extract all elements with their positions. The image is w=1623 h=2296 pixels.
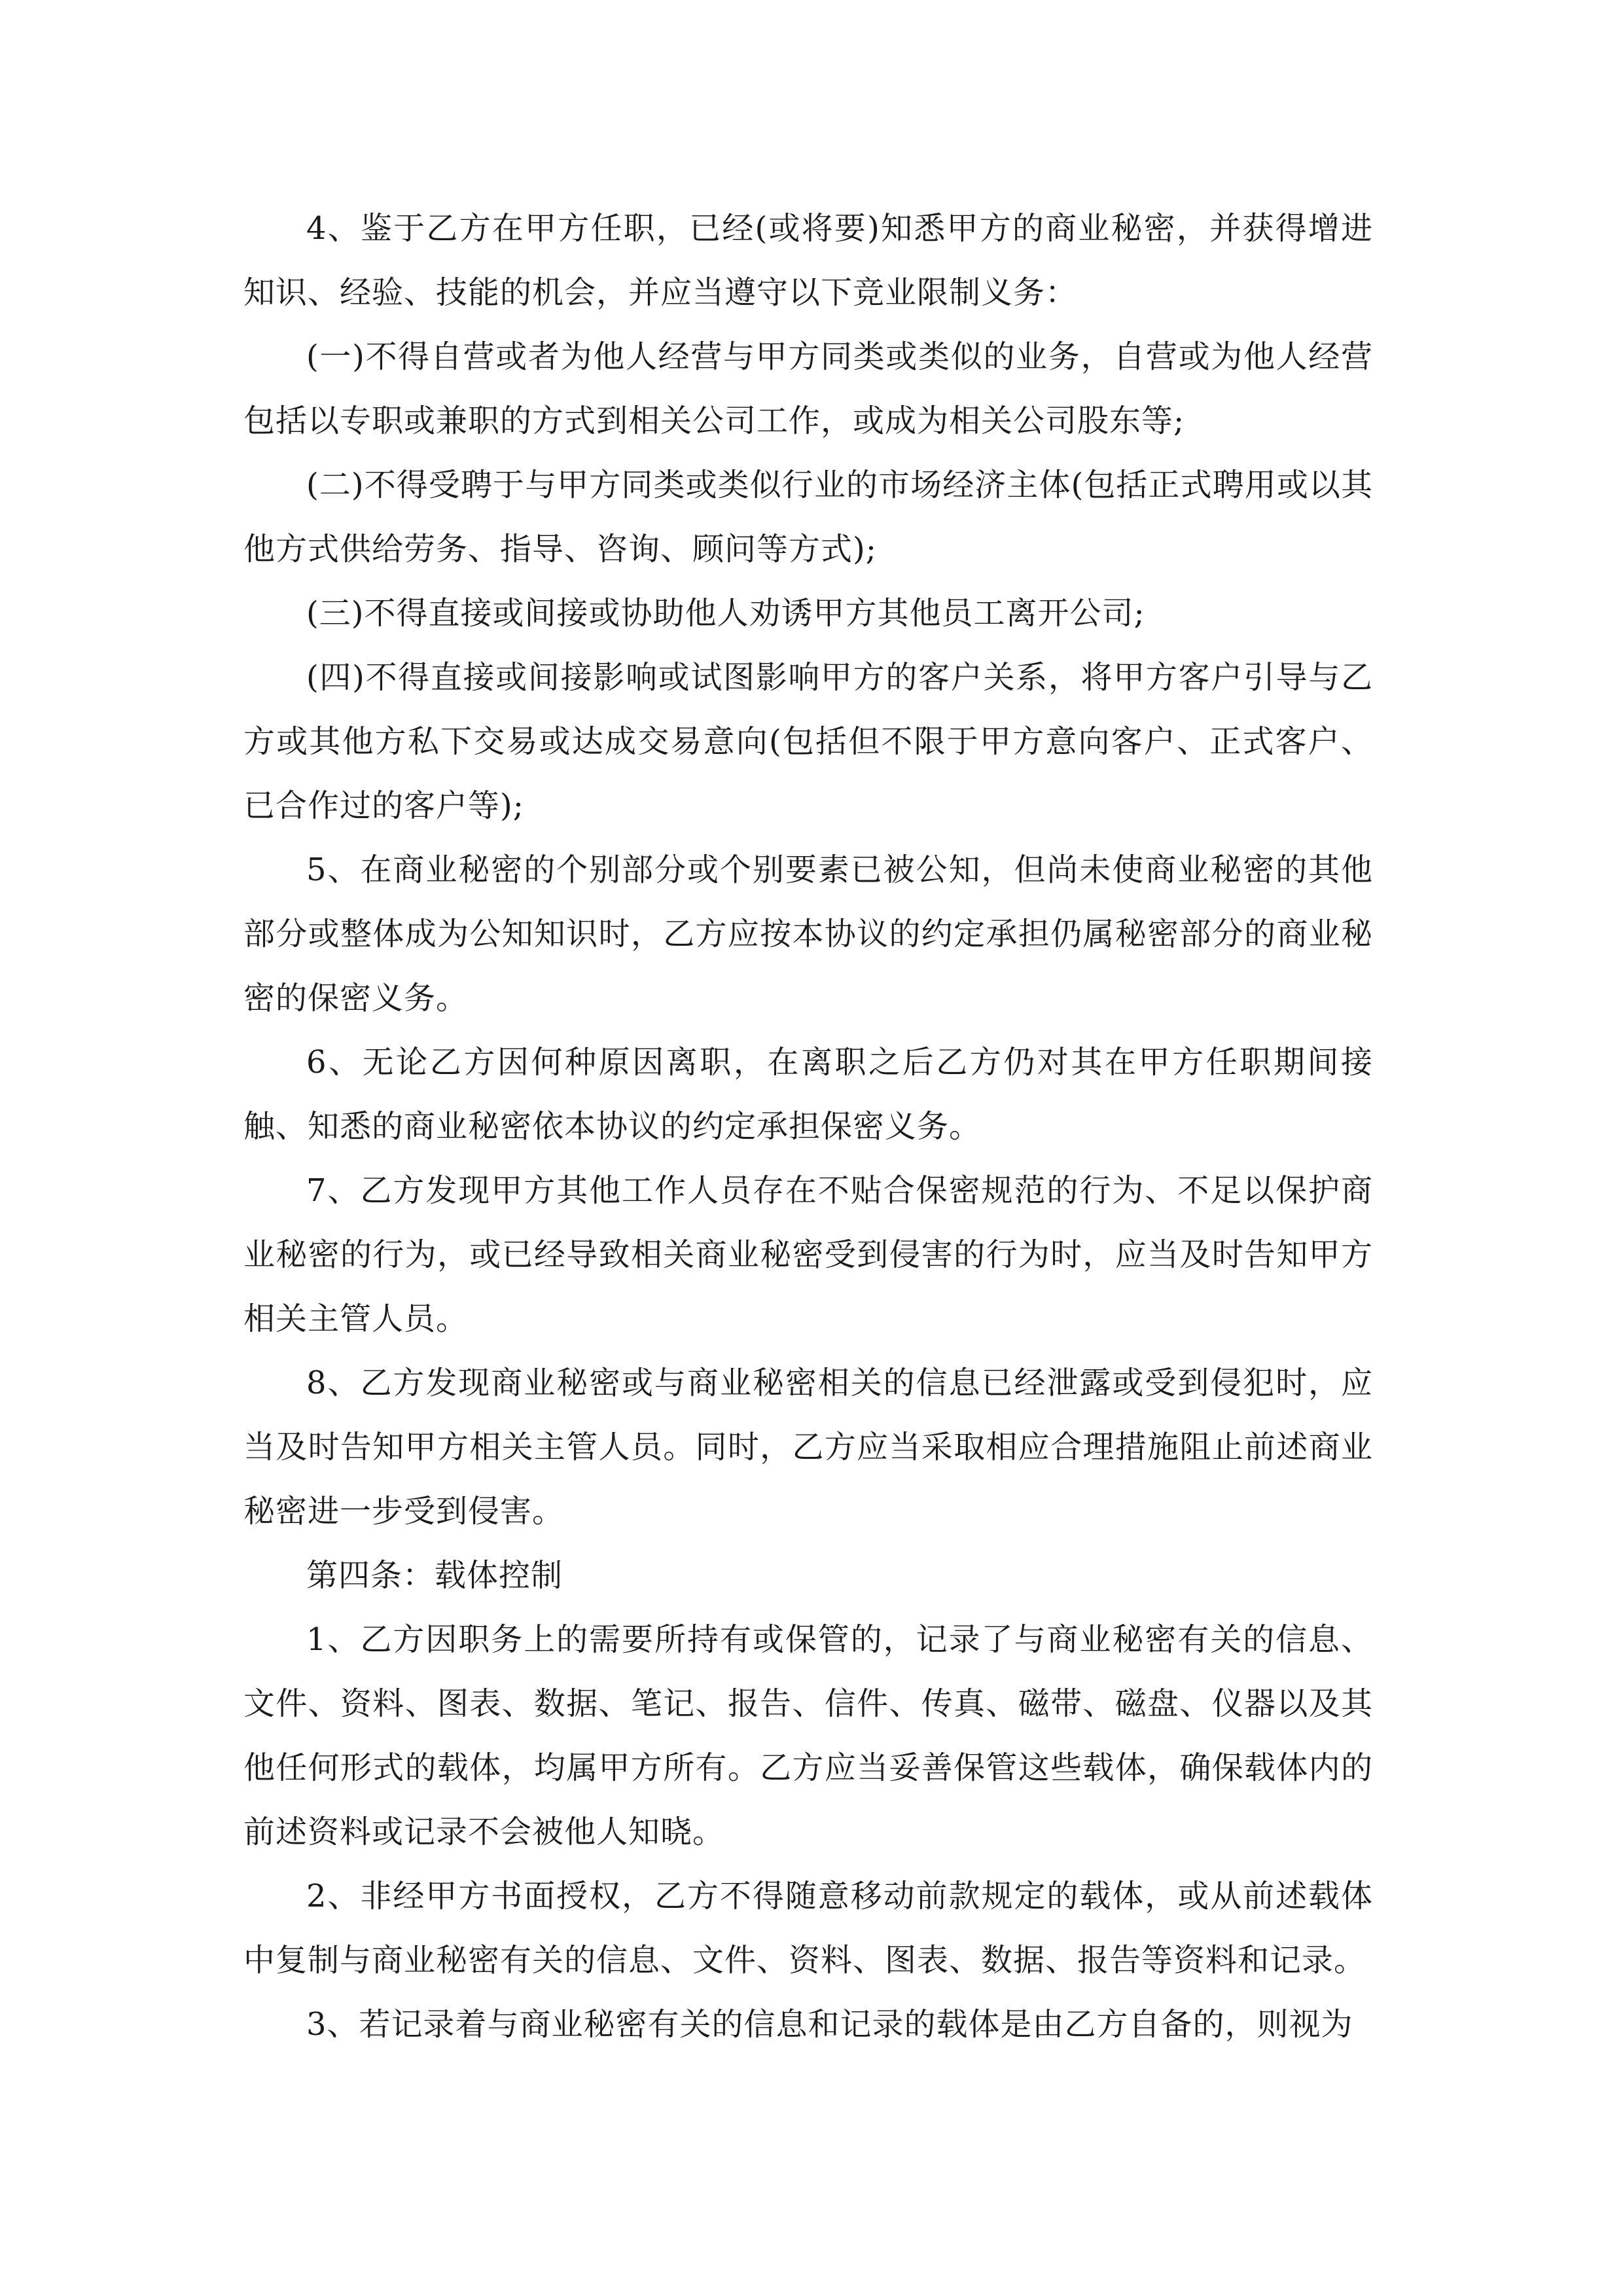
section-heading-article-4: 第四条：载体控制 <box>306 1557 563 1594</box>
article-4-clause-1: 1、乙方因职务上的需要所持有或保管的，记录了与商业秘密有关的信息、文件、资料、图表、数据、笔记、报告、信件、传真、磁带、磁盘、仪器以及其他任何形式的载体，均属甲方所有。乙方应当妥善保管这些载体，确保载体内的前述资料或记录不会被他人知晓。 <box>243 1621 1373 1850</box>
clause-8: 8、乙方发现商业秘密或与商业秘密相关的信息已经泄露或受到侵犯时，应当及时告知甲方相关主管人员。同时，乙方应当采取相应合理措施阻止前述商业秘密进一步受到侵害。 <box>243 1365 1373 1530</box>
article-4-clause-3: 3、若记录着与商业秘密有关的信息和记录的载体是由乙方自备的，则视为 <box>306 2006 1353 2043</box>
clause-6: 6、无论乙方因何种原因离职，在离职之后乙方仍对其在甲方任职期间接触、知悉的商业秘密依本协议的约定承担保密义务。 <box>243 1044 1373 1145</box>
clause-7: 7、乙方发现甲方其他工作人员存在不贴合保密规范的行为、不足以保护商业秘密的行为，或已经导致相关商业秘密受到侵害的行为时，应当及时告知甲方相关主管人员。 <box>243 1172 1373 1337</box>
clause-4-item-4: (四)不得直接或间接影响或试图影响甲方的客户关系，将甲方客户引导与乙方或其他方私下交易或达成交易意向(包括但不限于甲方意向客户、正式客户、已合作过的客户等); <box>243 659 1373 824</box>
document-body <box>243 196 1373 2056</box>
clause-4-item-1: (一)不得自营或者为他人经营与甲方同类或类似的业务，自营或为他人经营包括以专职或兼职的方式到相关公司工作，或成为相关公司股东等; <box>243 338 1373 439</box>
clause-4-item-3: (三)不得直接或间接或协助他人劝诱甲方其他员工离开公司; <box>306 595 1145 632</box>
article-4-clause-2: 2、非经甲方书面授权，乙方不得随意移动前款规定的载体，或从前述载体中复制与商业秘密有关的信息、文件、资料、图表、数据、报告等资料和记录。 <box>243 1878 1373 1979</box>
clause-4: 4、鉴于乙方在甲方任职，已经(或将要)知悉甲方的商业秘密，并获得增进知识、经验、技能的机会，并应当遵守以下竞业限制义务： <box>243 210 1373 311</box>
clause-4-item-2: (二)不得受聘于与甲方同类或类似行业的市场经济主体(包括正式聘用或以其他方式供给劳务、指导、咨询、顾问等方式); <box>243 467 1373 567</box>
clause-5: 5、在商业秘密的个别部分或个别要素已被公知，但尚未使商业秘密的其他部分或整体成为公知知识时，乙方应按本协议的约定承担仍属秘密部分的商业秘密的保密义务。 <box>243 852 1373 1016</box>
